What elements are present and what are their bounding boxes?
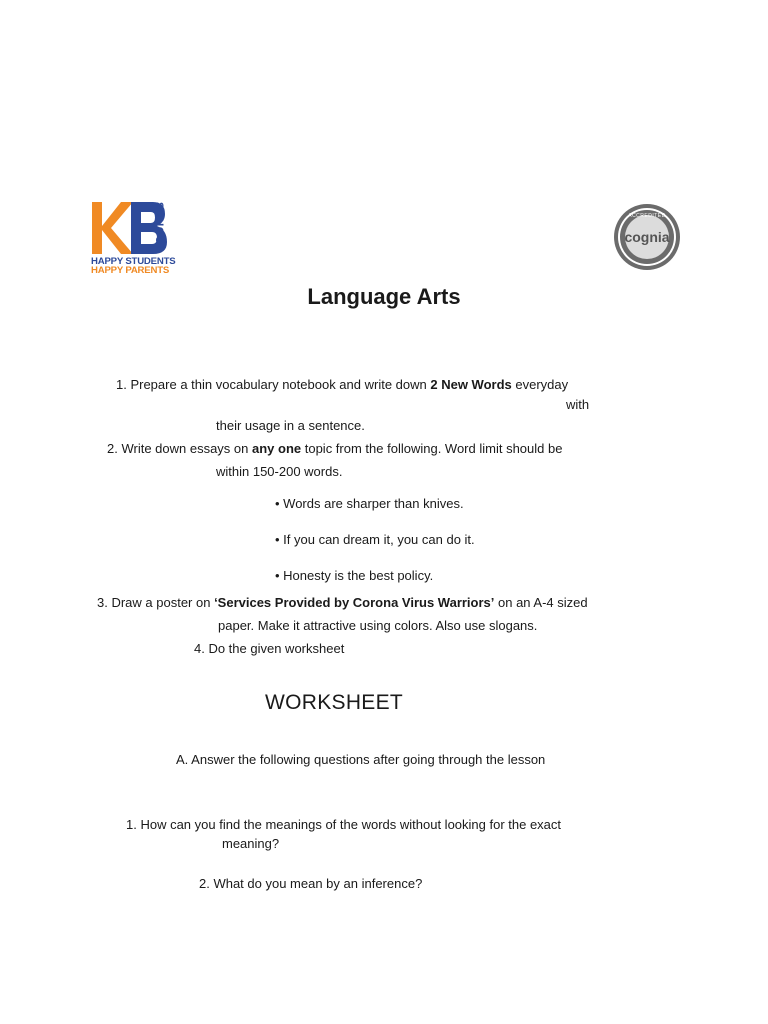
instruction-item-3	[97, 595, 588, 611]
item-1-bold: 2 New Words	[430, 377, 512, 392]
logo-tagline-parents: HAPPY PARENTS	[91, 265, 170, 276]
kb-school-logo	[91, 200, 176, 276]
item-3-bold: ‘Services Provided by Corona Virus Warriors’	[214, 595, 495, 610]
worksheet-heading: WORKSHEET	[265, 691, 404, 714]
item-2-bold: any one	[252, 441, 302, 456]
item-3-text: 3. Draw a poster on	[97, 595, 215, 610]
item-2-line-2: within 150-200 words.	[216, 464, 343, 479]
worksheet-question-2: 2. What do you mean by an inference?	[199, 876, 423, 891]
item-1-text: 1. Prepare a thin vocabulary notebook and write down	[116, 377, 431, 392]
instruction-item-1	[116, 377, 568, 393]
logo-tagline-students: HAPPY STUDENTS	[91, 256, 176, 267]
page-title: Language Arts	[307, 284, 461, 309]
item-2-text-end: topic from the following. Word limit should be	[301, 441, 563, 456]
item-3-text-end: on an A-4 sized	[494, 595, 588, 610]
cognia-accreditation-seal	[613, 203, 681, 271]
instruction-item-2	[107, 441, 562, 457]
worksheet-question-1: 1. How can you find the meanings of the words without looking for the exact	[126, 817, 562, 832]
essay-topic-1: • Words are sharper than knives.	[275, 496, 464, 511]
logo-side-text: SCHOOL	[153, 201, 166, 253]
seal-top-text: ACCREDITED	[628, 213, 666, 219]
item-1-text-end: everyday	[511, 377, 569, 392]
worksheet-section-a: A. Answer the following questions after going through the lesson	[176, 752, 546, 767]
essay-topic-3: • Honesty is the best policy.	[275, 568, 434, 583]
item-1-wrap: with	[566, 397, 590, 412]
essay-topic-2: • If you can dream it, you can do it.	[275, 532, 475, 547]
item-1-line-2: their usage in a sentence.	[216, 418, 365, 433]
instruction-item-4: 4. Do the given worksheet	[194, 641, 345, 656]
worksheet-question-1-line-2: meaning?	[222, 836, 280, 851]
item-2-text: 2. Write down essays on	[107, 441, 252, 456]
seal-name: cognia	[624, 229, 670, 245]
item-3-line-2: paper. Make it attractive using colors. Also use slogans.	[218, 618, 538, 633]
